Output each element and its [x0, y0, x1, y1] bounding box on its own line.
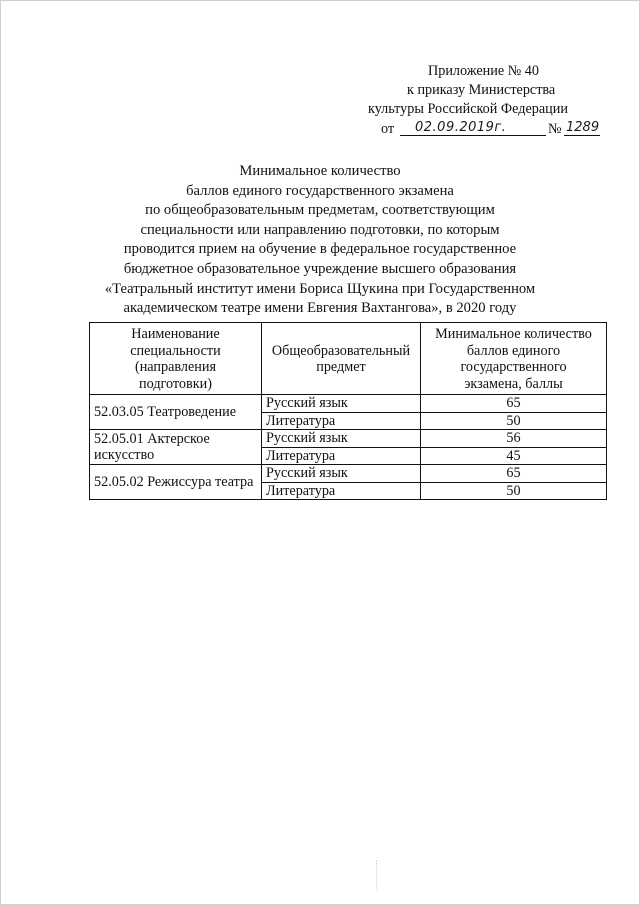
- order-number-handwritten: 1289: [566, 119, 600, 135]
- header-line: Общеобразовательный: [271, 342, 411, 359]
- score-cell: 56: [421, 430, 607, 448]
- appendix-block: [368, 62, 604, 140]
- specialty-cell: 52.05.01 Актерское искусство: [90, 430, 262, 465]
- order-date-handwritten: 02.09.2019г.: [415, 119, 507, 135]
- appendix-ministry: культуры Российской Федерации: [368, 101, 568, 118]
- title-line: «Театральный институт имени Бориса Щукина при Государственном: [104, 280, 536, 297]
- header-subject: [262, 323, 421, 395]
- header-specialty: [90, 323, 262, 395]
- table-row: [90, 430, 607, 448]
- subject-cell: Литература: [262, 482, 421, 500]
- header-line: (направления: [134, 359, 216, 375]
- score-cell: 50: [421, 412, 607, 430]
- header-line: баллов единого: [466, 342, 561, 359]
- score-cell: 65: [421, 465, 607, 483]
- subject-cell: Литература: [262, 412, 421, 430]
- number-label: №: [548, 120, 562, 137]
- header-line: Наименование: [131, 326, 220, 342]
- table-header-row: [90, 323, 607, 395]
- title-line: бюджетное образовательное учреждение высшего образования: [123, 260, 517, 277]
- header-line: подготовки): [139, 375, 212, 392]
- title-line: баллов единого государственного экзамена: [186, 182, 454, 199]
- score-cell: 45: [421, 447, 607, 465]
- appendix-number: Приложение № 40: [428, 63, 539, 79]
- title-line: по общеобразовательным предметам, соответствующим: [145, 202, 495, 219]
- header-min-score: [421, 323, 607, 395]
- score-cell: 50: [421, 482, 607, 500]
- title-line: Минимальное количество: [239, 163, 401, 179]
- min-scores-table: [89, 322, 607, 500]
- specialty-cell: 52.03.05 Театроведение: [90, 395, 262, 430]
- header-line: Минимальное количество: [435, 326, 592, 342]
- order-date-number-line: [368, 120, 604, 140]
- header-line: экзамена, баллы: [464, 375, 563, 392]
- subject-cell: Русский язык: [262, 430, 421, 448]
- score-cell: 65: [421, 395, 607, 413]
- appendix-order-ref: к приказу Министерства: [407, 82, 556, 99]
- scan-artifact: [376, 860, 381, 890]
- header-line: специальности: [130, 342, 221, 359]
- table-row: [90, 465, 607, 483]
- specialty-cell: 52.05.02 Режиссура театра: [90, 465, 262, 500]
- from-label: от: [381, 120, 395, 137]
- subject-cell: Русский язык: [262, 395, 421, 413]
- subject-cell: Литература: [262, 447, 421, 465]
- subject-cell: Русский язык: [262, 465, 421, 483]
- title-line: академическом театре имени Евгения Вахтангова», в 2020 году: [123, 300, 517, 317]
- title-line: проводится прием на обучение в федеральное государственное: [123, 241, 517, 258]
- title-line: специальности или направлению подготовки, по которым: [140, 221, 500, 238]
- header-line: предмет: [316, 359, 366, 375]
- table-row: [90, 395, 607, 413]
- header-line: государственного: [460, 359, 567, 375]
- document-title: [60, 162, 580, 319]
